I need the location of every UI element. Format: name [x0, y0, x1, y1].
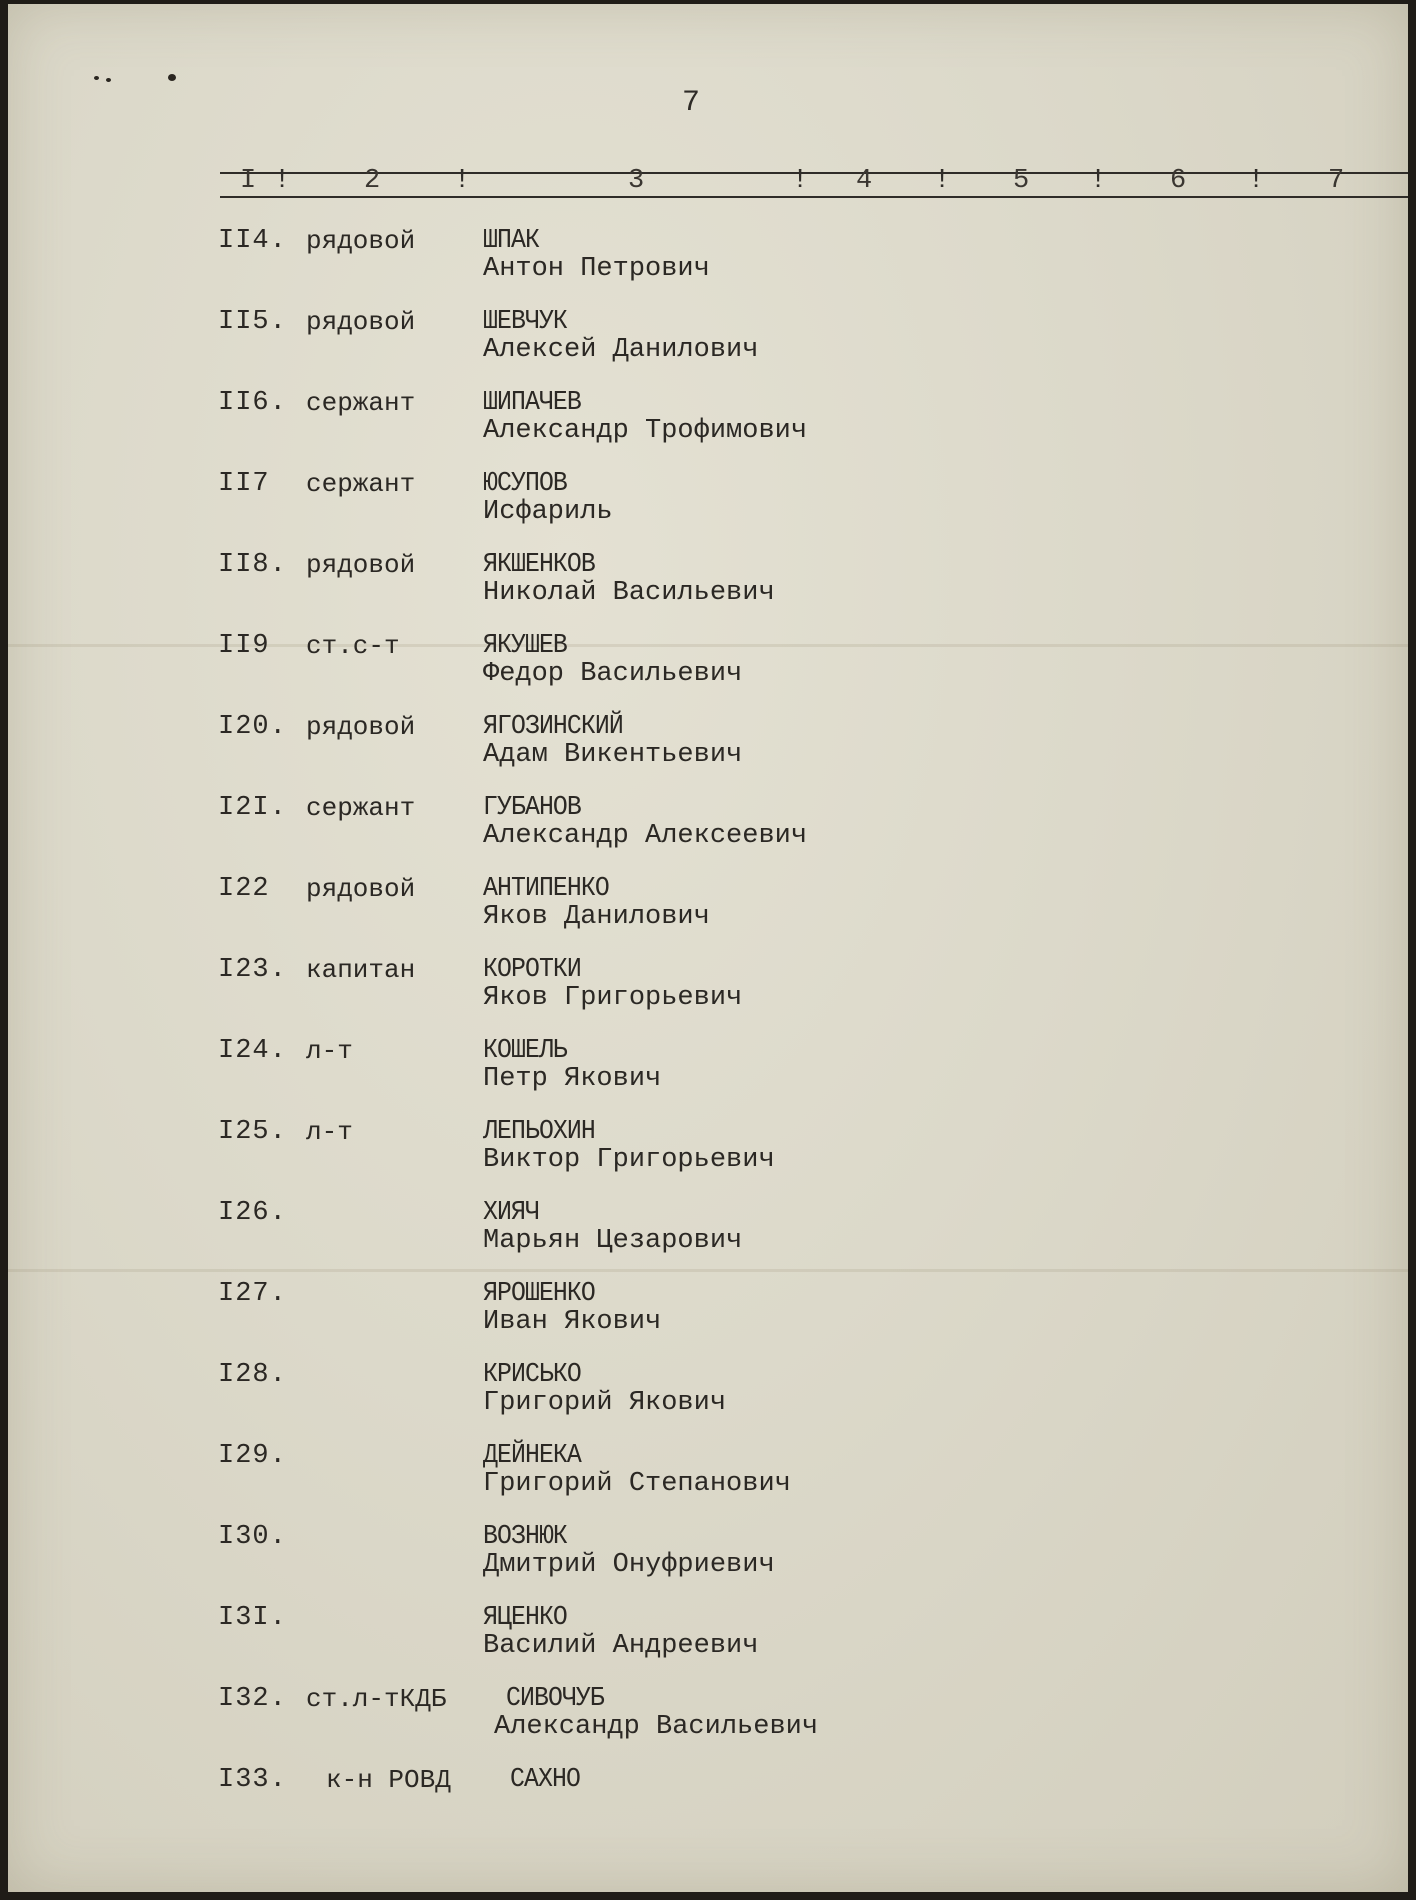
- entry-number: II5.: [218, 307, 287, 337]
- entry-given-name: Исфариль: [483, 497, 613, 527]
- entry-given-name: Яков Данилович: [483, 902, 710, 932]
- list-item: [8, 307, 1408, 381]
- column-separator: !: [1090, 166, 1107, 196]
- entry-surname: ЯКУШЕВ: [483, 631, 567, 661]
- list-item: [8, 1441, 1408, 1515]
- entry-number: I25.: [218, 1117, 287, 1147]
- entry-given-name: Иван Якович: [483, 1307, 662, 1337]
- entry-surname: ЮСУПОВ: [483, 469, 567, 499]
- entry-rank: сержант: [306, 793, 416, 823]
- entry-surname: КОРОТКИ: [483, 955, 581, 985]
- entry-rank: рядовой: [306, 307, 416, 337]
- list-item: [8, 469, 1408, 543]
- entry-surname: ЯЦЕНКО: [483, 1603, 567, 1633]
- entry-given-name: Марьян Цезарович: [483, 1226, 743, 1256]
- entry-number: I3I.: [218, 1603, 287, 1633]
- entry-rank: капитан: [306, 955, 416, 985]
- entry-given-name: Петр Якович: [483, 1064, 662, 1094]
- entry-number: I26.: [218, 1198, 287, 1228]
- entry-surname: ЯРОШЕНКО: [483, 1279, 595, 1309]
- list-item: [8, 631, 1408, 705]
- entry-number: I30.: [218, 1522, 287, 1552]
- entry-surname: ЯГОЗИНСКИЙ: [483, 712, 623, 742]
- column-separator: !: [454, 166, 471, 196]
- entry-given-name: Федор Васильевич: [483, 659, 743, 689]
- document-page: [8, 4, 1408, 1892]
- list-item: [8, 1684, 1408, 1758]
- list-item: [8, 1765, 1408, 1839]
- entry-number: I28.: [218, 1360, 287, 1390]
- list-item: [8, 793, 1408, 867]
- column-header: 4: [856, 166, 873, 196]
- entry-number: I23.: [218, 955, 287, 985]
- entry-surname: КРИСЬКО: [483, 1360, 581, 1390]
- entry-number: I24.: [218, 1036, 287, 1066]
- column-header: 7: [1328, 166, 1345, 196]
- entry-given-name: Дмитрий Онуфриевич: [483, 1550, 775, 1580]
- entry-surname: ЛЕПЬОХИН: [483, 1117, 595, 1147]
- entry-number: II6.: [218, 388, 287, 418]
- entry-rank: сержант: [306, 469, 416, 499]
- entry-surname: СИВОЧУБ: [506, 1684, 604, 1714]
- entry-number: I27.: [218, 1279, 287, 1309]
- entry-number: II4.: [218, 226, 287, 256]
- column-separator: !: [274, 166, 291, 196]
- entry-given-name: Александр Васильевич: [494, 1712, 819, 1742]
- entry-rank: рядовой: [306, 712, 416, 742]
- entry-rank: сержант: [306, 388, 416, 418]
- entry-rank: рядовой: [306, 874, 416, 904]
- entry-number: I32.: [218, 1684, 287, 1714]
- entry-given-name: Яков Григорьевич: [483, 983, 743, 1013]
- entry-number: II9: [218, 631, 270, 661]
- entry-surname: ГУБАНОВ: [483, 793, 581, 823]
- entry-number: I22: [218, 874, 270, 904]
- entry-surname: КОШЕЛЬ: [483, 1036, 567, 1066]
- entry-rank: рядовой: [306, 226, 416, 256]
- entry-given-name: Василий Андреевич: [483, 1631, 759, 1661]
- ink-speck: [94, 76, 99, 80]
- list-item: [8, 1360, 1408, 1434]
- entry-surname: ШИПАЧЕВ: [483, 388, 581, 418]
- list-item: [8, 1117, 1408, 1191]
- entry-number: I20.: [218, 712, 287, 742]
- entry-given-name: Александр Трофимович: [483, 416, 808, 446]
- list-item: [8, 955, 1408, 1029]
- entry-number: I2I.: [218, 793, 287, 823]
- header-rule-top: [220, 172, 1408, 174]
- entry-rank: рядовой: [306, 550, 416, 580]
- column-separator: !: [1248, 166, 1265, 196]
- list-item: [8, 1036, 1408, 1110]
- entry-rank: л-т: [306, 1117, 353, 1147]
- entry-rank: ст.л-тКДБ: [306, 1684, 447, 1714]
- entry-surname: ВОЗНЮК: [483, 1522, 567, 1552]
- entry-given-name: Антон Петрович: [483, 254, 710, 284]
- column-separator: !: [792, 166, 809, 196]
- entry-number: I33.: [218, 1765, 287, 1795]
- entry-surname: ЯКШЕНКОВ: [483, 550, 595, 580]
- entry-surname: ШПАК: [483, 226, 539, 256]
- entry-given-name: Александр Алексеевич: [483, 821, 808, 851]
- column-header: 2: [364, 166, 381, 196]
- list-item: [8, 1603, 1408, 1677]
- list-item: [8, 1198, 1408, 1272]
- column-header: 5: [1013, 166, 1030, 196]
- entry-given-name: Григорий Якович: [483, 1388, 727, 1418]
- ink-speck: [106, 78, 111, 82]
- entry-given-name: Адам Викентьевич: [483, 740, 743, 770]
- entry-number: II7: [218, 469, 270, 499]
- column-separator: !: [934, 166, 951, 196]
- entry-rank: л-т: [306, 1036, 353, 1066]
- list-item: [8, 1522, 1408, 1596]
- list-item: [8, 712, 1408, 786]
- column-header: 6: [1170, 166, 1187, 196]
- ink-speck: [168, 74, 176, 81]
- list-item: [8, 1279, 1408, 1353]
- column-header: 3: [628, 166, 645, 196]
- column-header: I: [240, 166, 257, 196]
- entry-given-name: Григорий Степанович: [483, 1469, 791, 1499]
- entry-number: I29.: [218, 1441, 287, 1471]
- entry-rank: к-н РОВД: [326, 1765, 451, 1795]
- entry-surname: ДЕЙНЕКА: [483, 1441, 581, 1471]
- entry-given-name: Виктор Григорьевич: [483, 1145, 775, 1175]
- entry-given-name: Николай Васильевич: [483, 578, 775, 608]
- entry-surname: САХНО: [510, 1765, 580, 1795]
- entry-surname: ХИЯЧ: [483, 1198, 539, 1228]
- page-number: 7: [681, 86, 700, 120]
- list-item: [8, 550, 1408, 624]
- list-item: [8, 874, 1408, 948]
- list-item: [8, 226, 1408, 300]
- entry-number: II8.: [218, 550, 287, 580]
- header-rule-bottom: [220, 196, 1408, 198]
- entry-given-name: Алексей Данилович: [483, 335, 759, 365]
- list-item: [8, 388, 1408, 462]
- entry-rank: ст.с-т: [306, 631, 400, 661]
- entry-surname: АНТИПЕНКО: [483, 874, 609, 904]
- entry-surname: ШЕВЧУК: [483, 307, 567, 337]
